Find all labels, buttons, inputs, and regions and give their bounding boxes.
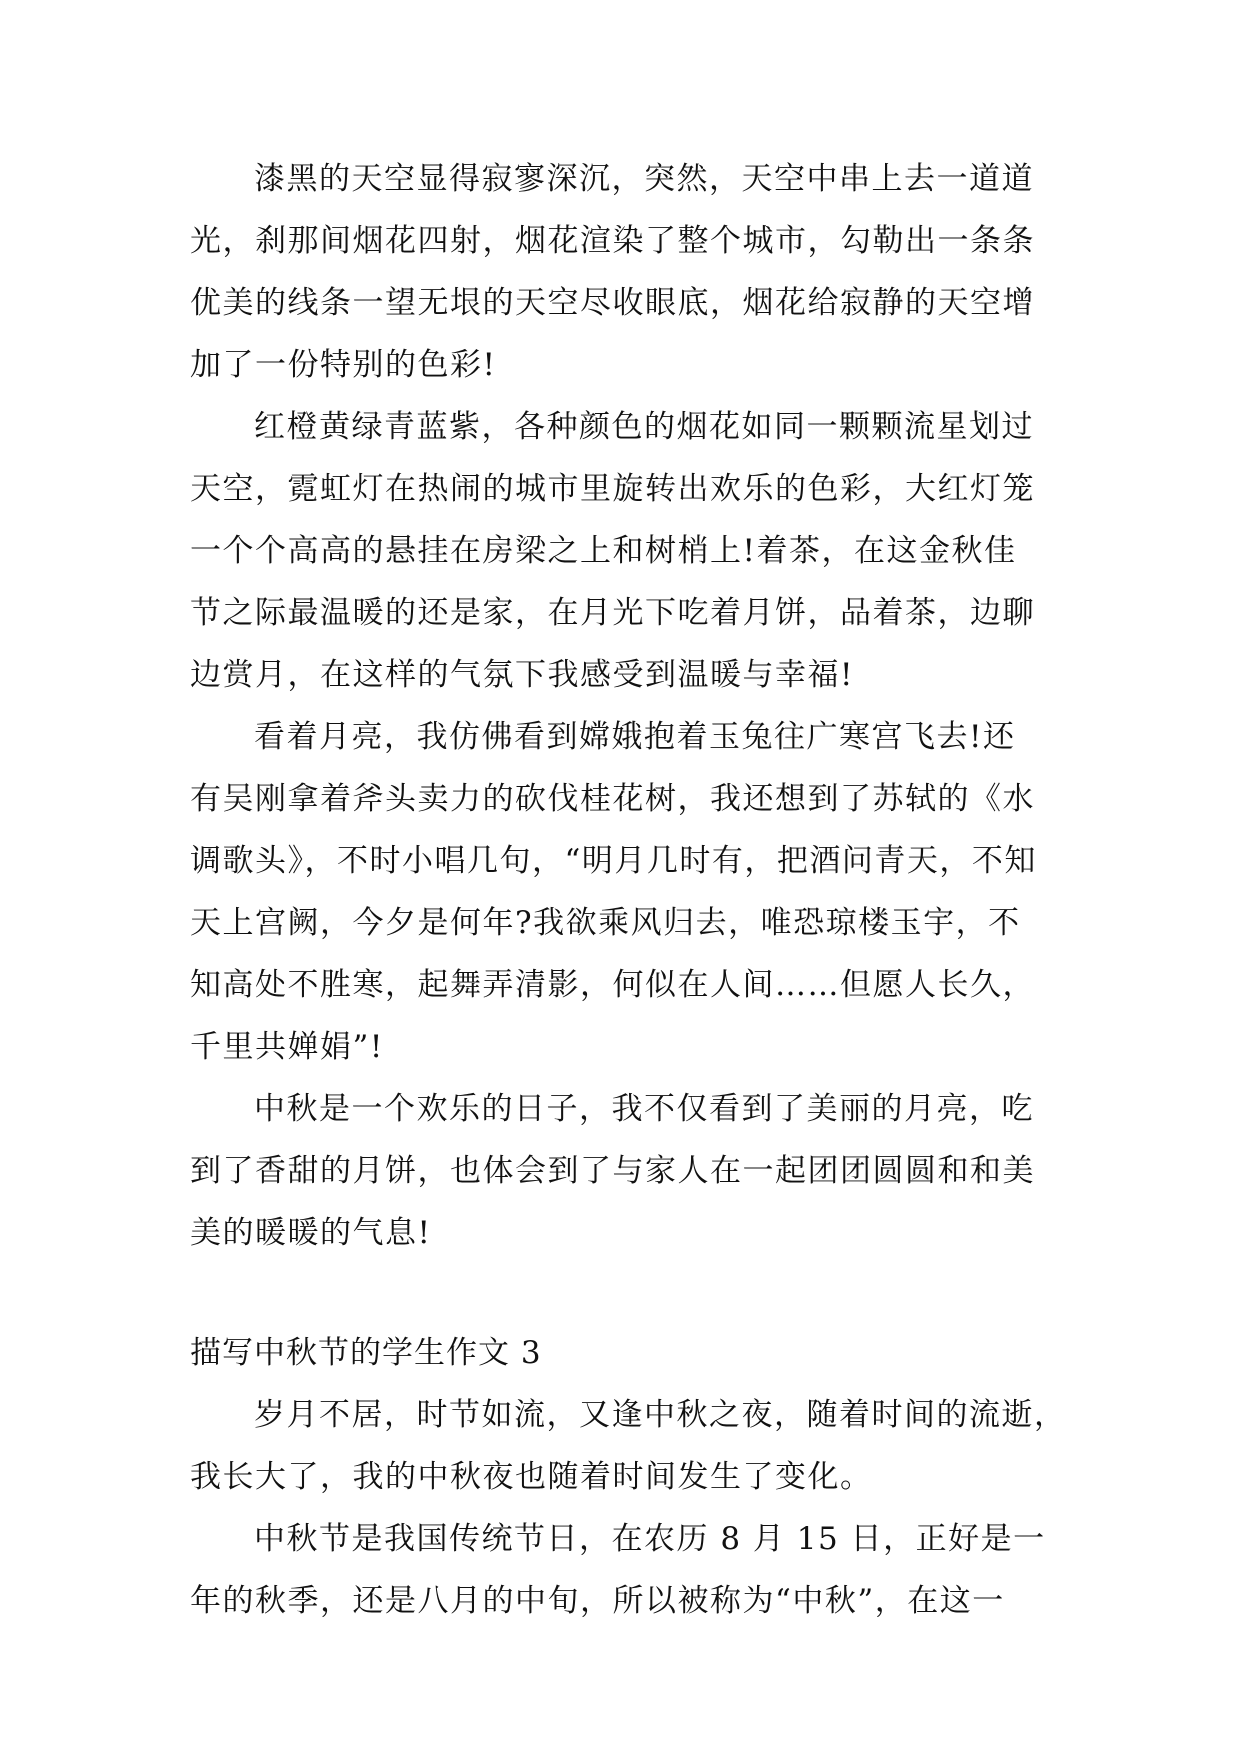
paragraph-line: 天上宫阙，今夕是何年?我欲乘风归去，唯恐琼楼玉宇，不: [190, 905, 1021, 941]
paragraph-line: 天空，霓虹灯在热闹的城市里旋转出欢乐的色彩，大红灯笼: [190, 471, 1035, 507]
paragraph: [190, 1078, 1052, 1264]
paragraph-line: 千里共婵娟”!: [190, 1029, 384, 1065]
paragraph-line: 节之际最温暖的还是家，在月光下吃着月饼，品着茶，边聊: [190, 595, 1035, 631]
paragraph-line: 漆黑的天空显得寂寥深沉，突然，天空中串上去一道道: [254, 161, 1034, 197]
paragraph-line: 红橙黄绿青蓝紫，各种颜色的烟花如同一颗颗流星划过: [254, 409, 1034, 445]
paragraph-line: 边赏月，在这样的气氛下我感受到温暖与幸福!: [190, 657, 854, 693]
paragraph-line: 美的暖暖的气息!: [190, 1215, 432, 1251]
paragraph-line: 有吴刚拿着斧头卖力的砍伐桂花树，我还想到了苏轼的《水: [190, 781, 1035, 817]
paragraph-line: 到了香甜的月饼，也体会到了与家人在一起团团圆圆和和美: [190, 1153, 1035, 1189]
section-title: 描写中秋节的学生作文 3: [190, 1335, 542, 1371]
paragraph: [190, 706, 1052, 1078]
paragraph-line: 岁月不居，时节如流，又逢中秋之夜，随着时间的流逝，: [254, 1397, 1067, 1433]
paragraph: [190, 1384, 1067, 1508]
section-spacer: [190, 1264, 1052, 1322]
paragraph-line: 看着月亮，我仿佛看到嫦娥抱着玉兔往广寒宫飞去!还: [254, 719, 1016, 755]
paragraph-line: 中秋是一个欢乐的日子，我不仅看到了美丽的月亮，吃: [254, 1091, 1034, 1127]
paragraph-line: 我长大了，我的中秋夜也随着时间发生了变化。: [190, 1459, 873, 1495]
paragraph-line: 年的秋季，还是八月的中旬，所以被称为“中秋”，在这一: [190, 1583, 1005, 1619]
paragraph: [190, 148, 1052, 396]
paragraph-line: 优美的线条一望无垠的天空尽收眼底，烟花给寂静的天空增: [190, 285, 1035, 321]
paragraph-line: 调歌头》，不时小唱几句，“明月几时有，把酒问青天，不知: [190, 843, 1037, 879]
paragraph-line: 中秋节是我国传统节日，在农历 8 月 15 日，正好是一: [254, 1521, 1046, 1557]
paragraph-line: 一个个高高的悬挂在房梁之上和树梢上!着茶，在这金秋佳: [190, 533, 1017, 569]
paragraph-line: 知高处不胜寒，起舞弄清影，何似在人间……但愿人长久，: [190, 967, 1035, 1003]
paragraph-line: 光，刹那间烟花四射，烟花渲染了整个城市，勾勒出一条条: [190, 223, 1035, 259]
paragraph: [190, 396, 1052, 706]
document-body: [190, 148, 1067, 1632]
paragraph-line: 加了一份特别的色彩!: [190, 347, 497, 383]
paragraph: [190, 1508, 1052, 1632]
